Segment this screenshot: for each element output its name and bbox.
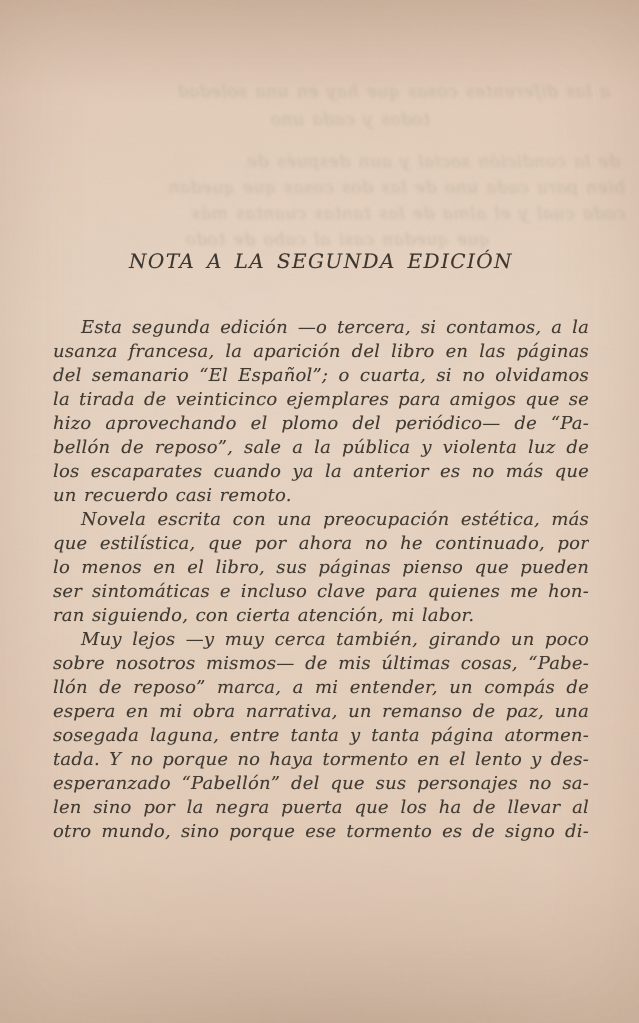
text-line: sobre nosotros mismos— de mis últimas cosas, “Pabe-: [53, 653, 589, 674]
text-line: esperanzado “Pabellón” del que sus personajes no sa-: [53, 773, 589, 794]
text-line: len sino por la negra puerta que los ha de llevar al: [53, 797, 589, 818]
show-through-text-line: todos y cada uno: [270, 110, 430, 130]
text-line: otro mundo, sino porque ese tormento es de signo di-: [53, 821, 589, 842]
show-through-text-line: cada cual y el alma de las tantas cuantas más: [191, 204, 625, 224]
text-line: hizo aprovechando el plomo del periódico— de “Pa-: [53, 413, 589, 434]
show-through-text-line: bien para cada uno de las dos cosas que quedan: [167, 178, 625, 198]
text-line: llón de reposo” marca, a mi entender, un compás de: [53, 677, 589, 698]
page-title: NOTA A LA SEGUNDA EDICIÓN: [129, 249, 513, 273]
text-line: lo menos en el libro, sus páginas pienso que pueden: [53, 557, 589, 578]
text-line: un recuerdo casi remoto.: [53, 485, 292, 506]
text-line: Novela escrita con una preocupación estética, más: [81, 509, 589, 530]
text-line: ser sintomáticas e incluso clave para quienes me hon-: [53, 581, 589, 602]
text-line: del semanario “El Español”; o cuarta, si no olvidamos: [53, 365, 589, 386]
text-line: Esta segunda edición —o tercera, si contamos, a la: [81, 317, 589, 338]
text-line: los escaparates cuando ya la anterior es no más que: [53, 461, 589, 482]
text-line: bellón de reposo”, sale a la pública y violenta luz de: [53, 437, 589, 458]
text-line: Muy lejos —y muy cerca también, girando un poco: [81, 629, 589, 650]
text-line: usanza francesa, la aparición del libro en las páginas: [53, 341, 589, 362]
text-line: la tirada de veinticinco ejemplares para amigos que se: [53, 389, 589, 410]
text-line: sosegada laguna, entre tanta y tanta página atormen-: [53, 725, 589, 746]
show-through-text-line: a las diferentes cosas que hay en una soledad: [177, 82, 610, 102]
show-through-text-line: de la condición social y aun después de: [246, 152, 620, 172]
show-through-text-line: que quedan casi al cabo de todo: [185, 230, 490, 250]
text-line: espera en mi obra narrativa, un remanso de paz, una: [53, 701, 589, 722]
text-line: tada. Y no porque no haya tormento en el lento y des-: [53, 749, 589, 770]
text-line: ran siguiendo, con cierta atención, mi labor.: [53, 605, 475, 626]
text-line: que estilística, que por ahora no he continuado, por: [53, 533, 589, 554]
body-text: [53, 316, 589, 844]
